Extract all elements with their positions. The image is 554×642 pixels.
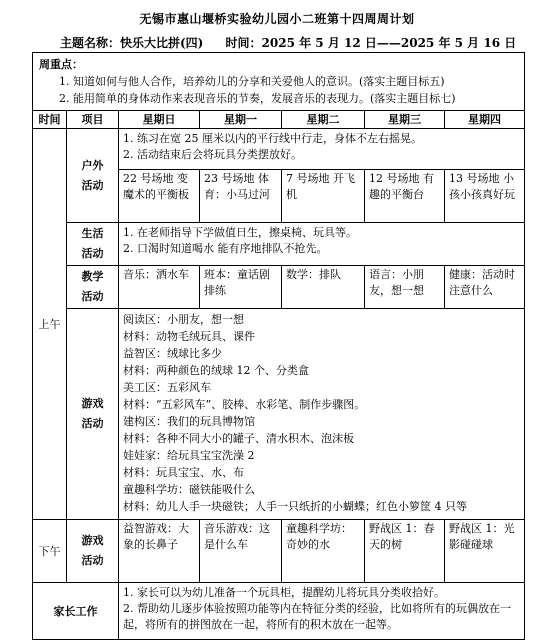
game-zone-line: 阅读区：小朋友，想一想 <box>123 313 244 326</box>
game-zone-line: 娃娃家：给玩具宝宝洗澡 2 <box>123 449 255 462</box>
header-item: 项目 <box>67 111 119 129</box>
game-zone-line: 材料：玩具宝宝、水、布 <box>123 466 244 479</box>
header-day: 星期三 <box>365 111 445 129</box>
life-note: 1. 在老师指导下学做值日生，擦桌椅、玩具等。 <box>123 226 357 239</box>
family-item: 2. 帮助幼儿逐步体验按照功能等内在特征分类的经验，比如将所有的玩偶放在一起，将所有的拼图放在一起，将所有的积木放在一起等。 <box>123 602 511 631</box>
morning-label: 上午 <box>33 129 67 520</box>
game-zone-line: 益智区：绒球比多少 <box>123 347 222 360</box>
game-zone-line: 材料：各种不同大小的罐子、清水积木、泡沫板 <box>123 432 354 445</box>
date-range: 时间：2025 年 5 月 12 日——2025 年 5 月 16 日 <box>225 36 517 50</box>
life-note: 2. 口渴时知道喝水 能有序地排队不抢先。 <box>123 242 328 255</box>
outdoor-site: 12 号场地 有趣的平衡台 <box>365 170 445 223</box>
outdoor-activity-label: 户外 活动 <box>67 129 119 223</box>
game-zone-line: 材料：动物毛绒玩具、课件 <box>123 330 255 343</box>
afternoon-label: 下午 <box>33 520 67 583</box>
afternoon-game-label: 游戏 活动 <box>67 520 119 583</box>
header-day: 星期日 <box>119 111 200 129</box>
header-day: 星期四 <box>445 111 525 129</box>
header-day: 星期一 <box>200 111 282 129</box>
afternoon-game: 童趣科学坊：奇妙的水 <box>282 520 365 583</box>
teaching-activity-label: 教学 活动 <box>67 266 119 309</box>
teaching-item: 健康：活动时注意什么 <box>445 266 525 309</box>
week-focus-label: 周重点： <box>39 58 83 71</box>
outdoor-site: 13 号场地 小孩小孩真好玩 <box>445 170 525 223</box>
teaching-item: 音乐：洒水车 <box>119 266 200 309</box>
subtitle <box>60 34 534 51</box>
header-day: 星期二 <box>282 111 365 129</box>
game-zone-line: 美工区：五彩风车 <box>123 381 211 394</box>
teaching-item: 语言：小朋友，想一想 <box>365 266 445 309</box>
game-zone-line: 材料：两种颜色的绒球 12 个、分类盒 <box>123 364 309 377</box>
life-notes <box>119 223 525 266</box>
game-zone-line: 材料：“五彩风车”、胶棒、水彩笔、制作步骤图。 <box>123 398 366 411</box>
focus-item: 2. 能用简单的身体动作来表现音乐的节奏，发展音乐的表现力。(落实主题目标七) <box>59 92 456 105</box>
outdoor-notes <box>119 129 525 170</box>
page-title: 无锡市惠山堰桥实验幼儿园小二班第十四周周计划 <box>139 12 415 26</box>
family-work-label: 家长工作 <box>33 583 119 640</box>
focus-item: 1. 知道如何与他人合作，培养幼儿的分享和关爱他人的意识。(落实主题目标五) <box>59 75 445 88</box>
game-zone-line: 建构区：我们的玩具博物馆 <box>123 415 255 428</box>
outdoor-note: 1. 练习在宽 25 厘米以内的平行线中行走，身体不左右摇晃。 <box>123 132 422 145</box>
family-item: 1. 家长可以为幼儿准备一个玩具柜，提醒幼儿将玩具分类收拾好。 <box>123 586 445 599</box>
afternoon-game: 野战区 1：春天的树 <box>365 520 445 583</box>
family-work <box>119 583 525 640</box>
game-activity-label: 游戏 活动 <box>67 309 119 520</box>
weekly-plan-table <box>32 52 525 640</box>
header-time: 时间 <box>33 111 67 129</box>
teaching-item: 数学：排队 <box>282 266 365 309</box>
week-focus <box>33 53 525 111</box>
outdoor-site: 22 号场地 变魔术的平衡板 <box>119 170 200 223</box>
outdoor-site: 7 号场地 开飞机 <box>282 170 365 223</box>
outdoor-site: 23 号场地 体育：小马过河 <box>200 170 282 223</box>
game-zone-line: 童趣科学坊：磁铁能吸什么 <box>123 483 255 496</box>
teaching-item: 班本：童话剧排练 <box>200 266 282 309</box>
outdoor-note: 2. 活动结束后会将玩具分类摆放好。 <box>123 148 302 161</box>
game-zone-line: 材料：幼儿人手一块磁铁；人手一只纸折的小蝴蝶；红色小箩筐 4 只等 <box>123 500 467 513</box>
afternoon-game: 音乐游戏：这是什么车 <box>200 520 282 583</box>
theme-name: 主题名称：快乐大比拼(四) <box>60 36 204 50</box>
afternoon-game: 益智游戏：大象的长鼻子 <box>119 520 200 583</box>
game-zones <box>119 309 525 520</box>
life-activity-label: 生活 活动 <box>67 223 119 266</box>
afternoon-game: 野战区 1：光影碰碰球 <box>445 520 525 583</box>
